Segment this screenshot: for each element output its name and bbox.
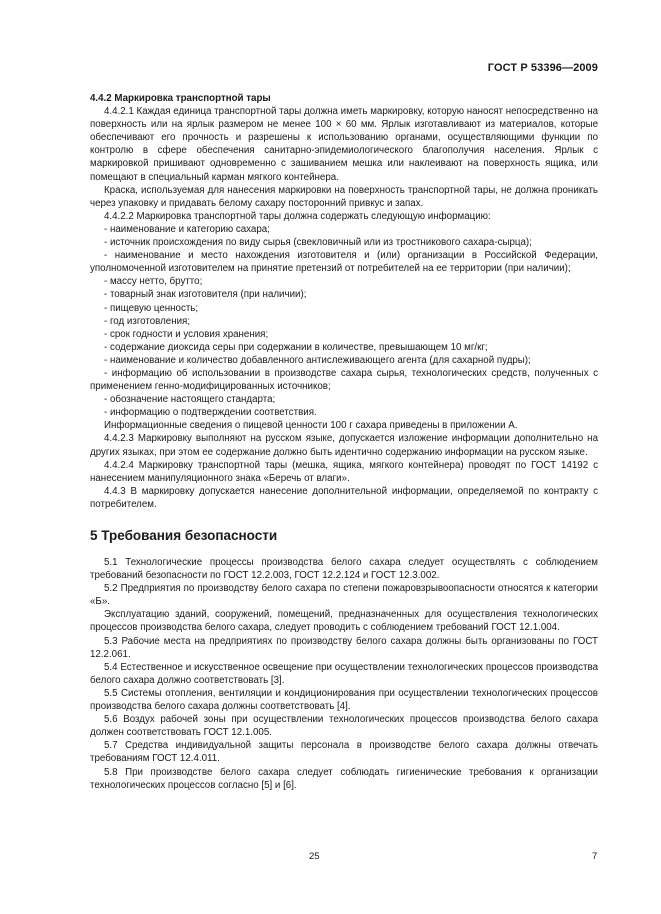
paragraph: 4.4.2.1 Каждая единица транспортной тары должна иметь маркировку, которую наносят непосредственно на поверхность или на ярлык размером не менее 100 × 60 мм. Ярлык изготавливают из материалов, которые обеспечивают его прочность и разрешены к использованию органами, осуществляющими функции по контролю в сфере обеспечения санитарно-эпидемиологического благополучия населения. Ярлык с маркировкой пришивают одновременно с зашиванием мешка или наклеивают на поверхность ящика, или помещают в специальный карман мягкого контейнера. xyxy=(90,106,598,183)
list-item: - наименование и количество добавленного антислеживающего агента (для сахарной пудры); xyxy=(104,354,531,366)
list-item: - обозначение настоящего стандарта; xyxy=(104,394,276,406)
paragraph: Эксплуатацию зданий, сооружений, помещений, предназначенных для осуществления технологических процессов производства белого сахара, следует проводить с соблюдением требований ГОСТ 12.1.004. xyxy=(90,609,598,634)
paragraph: 5.3 Рабочие места на предприятиях по производству белого сахара должны быть организованы по ГОСТ 12.2.061. xyxy=(90,635,598,660)
paragraph: 5.1 Технологические процессы производства белого сахара следует осуществлять с соблюдением требований безопасности по ГОСТ 12.2.003, ГОСТ 12.2.124 и ГОСТ 12.3.002. xyxy=(90,557,598,582)
paragraph: 4.4.3 В маркировку допускается нанесение дополнительной информации, определяемой по контракту с потребителем. xyxy=(90,485,598,510)
sheet-number: 7 xyxy=(592,851,598,862)
paragraph: Информационные сведения о пищевой ценности 100 г сахара приведены в приложении А. xyxy=(104,420,518,432)
page-number: 25 xyxy=(309,851,320,862)
paragraph: 5.7 Средства индивидуальной защиты персонала в производстве белого сахара должны отвечать требованиям ГОСТ 12.4.011. xyxy=(90,740,598,765)
paragraph: Краска, используемая для нанесения маркировки на поверхность транспортной тары, не должна проникать через упаковку и придавать белому сахару посторонний привкус и запах. xyxy=(90,184,598,209)
list-item: - товарный знак изготовителя (при наличии); xyxy=(104,289,307,301)
list-item: - содержание диоксида серы при содержании в количестве, превышающем 10 мг/кг; xyxy=(104,341,488,353)
document-header: ГОСТ Р 53396—2009 xyxy=(487,62,598,74)
list-item: - срок годности и условия хранения; xyxy=(104,328,269,340)
section-title: 5 Требования безопасности xyxy=(90,528,278,543)
paragraph: 4.4.2.3 Маркировку выполняют на русском языке, допускается изложение информации дополнительно на других языках, при этом ее содержание должно быть идентично содержанию информации на русском языке. xyxy=(90,433,598,458)
paragraph: 5.4 Естественное и искусственное освещение при осуществлении технологических процессов производства белого сахара должно соответствовать [3]. xyxy=(90,661,598,686)
list-item: - наименование и категорию сахара; xyxy=(104,223,270,235)
list-item: - наименование и место нахождения изготовителя и (или) организации в Российской Федерации, уполномоченной изготовителем на принятие претензий от потребителей на ее территории (при наличии); xyxy=(90,250,598,275)
paragraph: 5.2 Предприятия по производству белого сахара по степени пожаровзрывоопасности относятся к категории «Б». xyxy=(90,583,598,608)
paragraph: 4.4.2.2 Маркировка транспортной тары должна содержать следующую информацию: xyxy=(104,210,491,222)
paragraph: 5.8 При производстве белого сахара следует соблюдать гигиенические требования к организации технологических процессов согласно [5] и [6]. xyxy=(90,766,598,791)
subsection-title: 4.4.2 Маркировка транспортной тары xyxy=(90,93,271,104)
paragraph: 4.4.2.4 Маркировку транспортной тары (мешка, ящика, мягкого контейнера) проводят по ГОСТ 14192 с нанесением манипуляционного знака «Беречь от влаги». xyxy=(90,459,598,484)
list-item: - информацию о подтверждении соответствия. xyxy=(104,407,317,419)
list-item: - год изготовления; xyxy=(104,315,191,327)
list-item: - информацию об использовании в производстве сахара сырья, технологических средств, полученных с применением генно-модифицированных источников; xyxy=(90,367,598,393)
paragraph: 5.5 Системы отопления, вентиляции и кондиционирования при осуществлении технологических процессов производства белого сахара должны соответствовать [4]. xyxy=(90,687,598,713)
list-item: - массу нетто, брутто; xyxy=(104,276,203,288)
list-item: - источник происхождения по виду сырья (свекловичный или из тростникового сахара-сырца); xyxy=(104,237,532,249)
paragraph: 5.6 Воздух рабочей зоны при осуществлении технологических процессов производства белого сахара должен соответствовать ГОСТ 12.1.005. xyxy=(90,714,598,739)
document-body xyxy=(90,92,598,792)
list-item: - пищевую ценность; xyxy=(104,302,199,314)
